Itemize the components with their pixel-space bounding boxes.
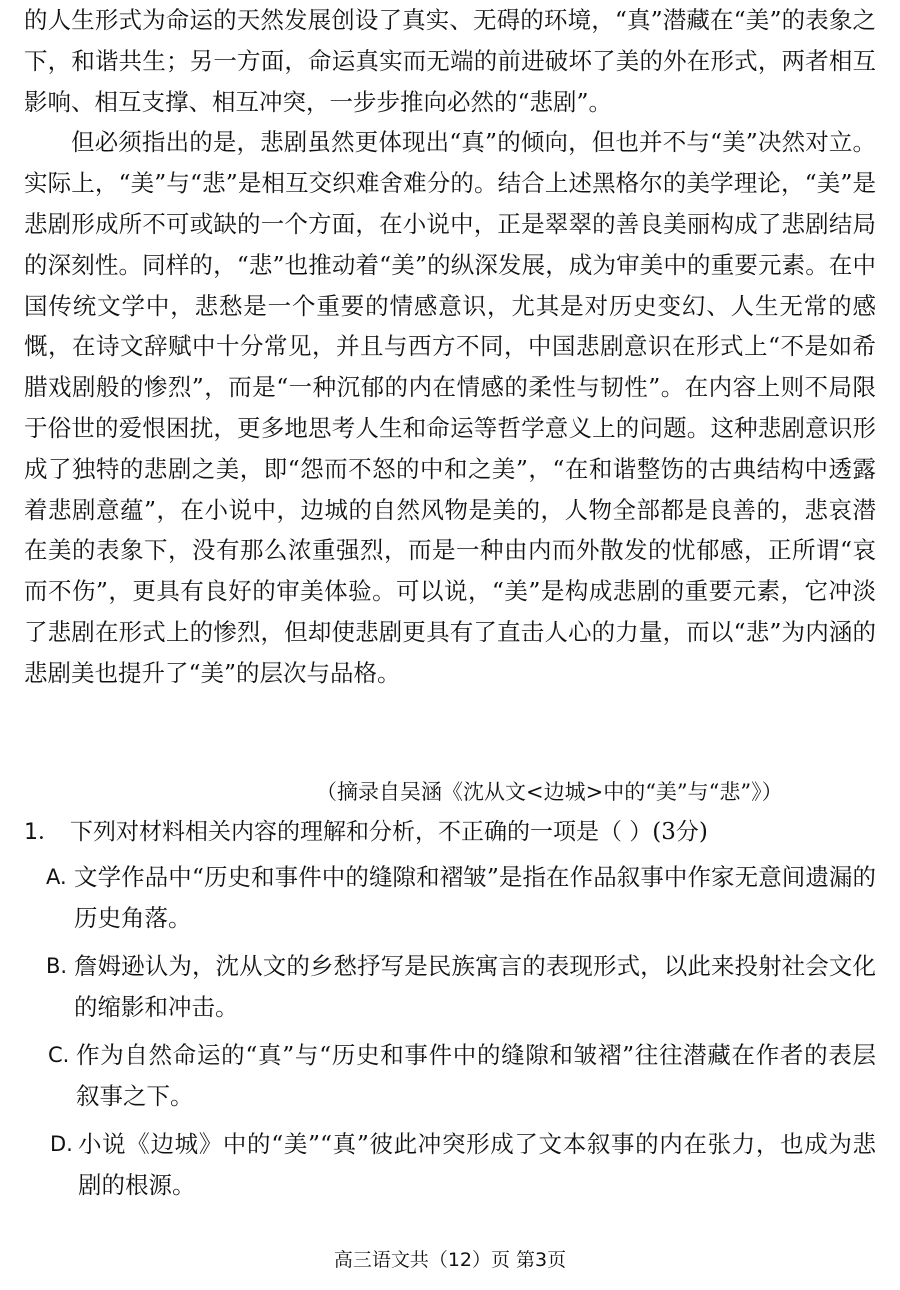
option-d-text: 小说《边城》中的“美”“真”彼此冲突形成了文本叙事的内在张力，也成为悲剧的根源。 xyxy=(78,1130,876,1199)
reading-passage xyxy=(24,0,876,694)
passage-paragraph-2: 但必须指出的是，悲剧虽然更体现出“真”的倾向，但也并不与“美”决然对立。实际上，“美”与“悲”是相互交织难舍难分的。结合上述黑格尔的美学理论，“美”是悲剧形成所不可或缺的一个方面，在小说中，正是翠翠的善良美丽构成了悲剧结局的深刻性。同样的，“悲”也推动着“美”的纵深发展，成为审美中的重要元素。在中国传统文学中，悲愁是一个重要的情感意识，尤其是对历史变幻、人生无常的感慨，在诗文辞赋中十分常见，并且与西方不同，中国悲剧意识在形式上“不是如希腊戏剧般的惨烈”，而是“一种沉郁的内在情感的柔性与韧性”。在内容上则不局限于俗世的爱恨困扰，更多地思考人生和命运等哲学意义上的问题。这种悲剧意识形成了独特的悲剧之美，即“怨而不怒的中和之美”，“在和谐整饬的古典结构中透露着悲剧意蕴”，在小说中，边城的自然风物是美的，人物全部都是良善的，悲哀潜在美的表象下，没有那么浓重强烈，而是一种由内而外散发的忧郁感，正所谓“哀而不伤”，更具有良好的审美体验。可以说，“美”是构成悲剧的重要元素，它冲淡了悲剧在形式上的惨烈，但却使悲剧更具有了直击人心的力量，而以“悲”为内涵的悲剧美也提升了“美”的层次与品格。 xyxy=(24,128,876,687)
option-a-text: 文学作品中“历史和事件中的缝隙和褶皱”是指在作品叙事中作家无意间遗漏的历史角落。 xyxy=(74,863,876,932)
option-b xyxy=(24,946,876,1027)
passage-source-citation: （摘录自吴涵《沈从文<边城>中的“美”与“悲”》） xyxy=(316,780,783,804)
question-stem-text: 下列对材料相关内容的理解和分析，不正确的一项是（ ）(3分) xyxy=(70,819,708,845)
question-stem xyxy=(24,814,876,851)
question-number: 1． xyxy=(24,820,60,845)
passage-paragraph-1: 的人生形式为命运的天然发展创设了真实、无碍的环境，“真”潜藏在“美”的表象之下，和谐共生；另一方面，命运真实而无端的前进破坏了美的外在形式，两者相互影响、相互支撑、相互冲突，一步步推向必然的“悲剧”。 xyxy=(24,6,876,116)
option-b-text: 詹姆逊认为，沈从文的乡愁抒写是民族寓言的表现形式，以此来投射社会文化的缩影和冲击。 xyxy=(74,952,876,1021)
option-c-letter: C. xyxy=(48,1043,70,1067)
option-b-letter: B. xyxy=(46,954,68,978)
page-footer: 高三语文共（12）页 第3页 xyxy=(333,1249,567,1271)
option-c-text: 作为自然命运的“真”与“历史和事件中的缝隙和皱褶”往往潜藏在作者的表层叙事之下。 xyxy=(76,1041,876,1110)
option-d xyxy=(24,1124,876,1205)
answer-options xyxy=(24,857,876,1205)
option-c xyxy=(24,1035,876,1116)
question-1 xyxy=(24,814,876,1205)
option-a xyxy=(24,857,876,938)
option-d-letter: D. xyxy=(50,1132,73,1156)
option-a-letter: A. xyxy=(46,865,67,889)
